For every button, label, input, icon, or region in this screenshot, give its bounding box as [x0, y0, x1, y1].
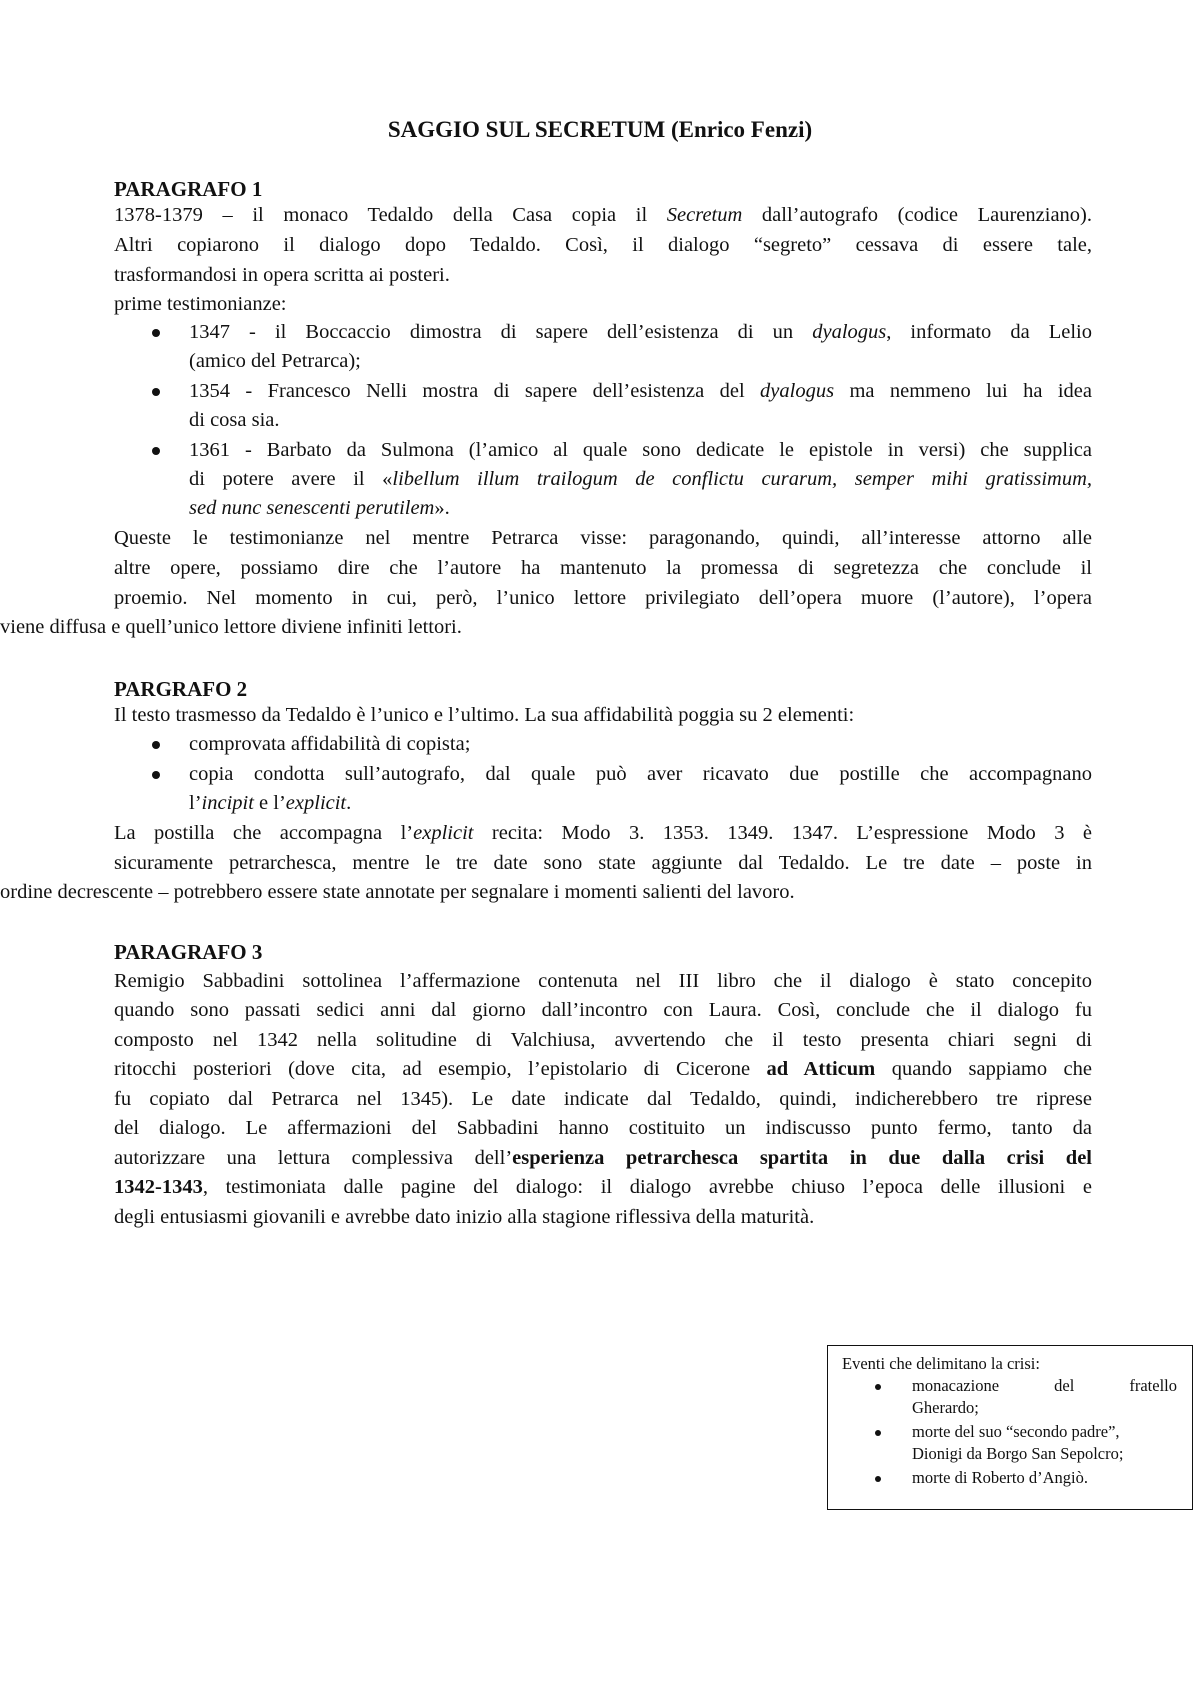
list-item-line: comprovata affidabilità di copista; — [189, 733, 471, 755]
body-line: Queste le testimonianze nel mentre Petrarca visse: paragonando, quindi, all’interesse attorno alle — [114, 527, 1092, 549]
list-item-line: copia condotta sull’autografo, dal quale può aver ricavato due postille che accompagnano — [189, 763, 1092, 785]
body-line: altre opere, possiamo dire che l’autore ha mantenuto la promessa di segretezza che conclude il — [114, 557, 1092, 579]
body-line: sicuramente petrarchesca, mentre le tre date sono state aggiunte dal Tedaldo. Le tre date – poste in — [114, 852, 1092, 874]
body-line: ordine decrescente – potrebbero essere state annotate per segnalare i momenti salienti del lavoro. — [0, 881, 795, 903]
section-heading-3: PARAGRAFO 3 — [114, 940, 263, 964]
list-item-line: sed nunc senescenti perutilem». — [189, 497, 450, 519]
section-heading-1: PARAGRAFO 1 — [114, 177, 263, 201]
body-line: prime testimonianze: — [114, 293, 287, 315]
bullet-icon — [152, 771, 160, 779]
document-title: SAGGIO SUL SECRETUM (Enrico Fenzi) — [387, 117, 813, 142]
bullet-icon — [152, 329, 160, 337]
body-line: trasformandosi in opera scritta ai posteri. — [114, 264, 450, 286]
bullet-icon — [875, 1384, 881, 1390]
list-item-line: l’incipit e l’explicit. — [189, 792, 352, 814]
body-line: Il testo trasmesso da Tedaldo è l’unico e l’ultimo. La sua affidabilità poggia su 2 elementi: — [114, 704, 855, 726]
sidebox-item-line: Dionigi da Borgo San Sepolcro; — [912, 1444, 1124, 1463]
bullet-icon — [152, 388, 160, 396]
sidebox-item-line: morte di Roberto d’Angiò. — [912, 1468, 1088, 1487]
sidebox-item-line: morte del suo “secondo padre”, — [912, 1422, 1120, 1441]
sidebox-title: Eventi che delimitano la crisi: — [842, 1354, 1040, 1373]
body-line: degli entusiasmi giovanili e avrebbe dato inizio alla stagione riflessiva della maturità. — [114, 1206, 815, 1228]
bullet-icon — [152, 741, 160, 749]
list-item-line: (amico del Petrarca); — [189, 350, 361, 372]
section-heading-2: PARGRAFO 2 — [114, 677, 248, 701]
body-line: Altri copiarono il dialogo dopo Tedaldo. Così, il dialogo “segreto” cessava di essere tale, — [114, 234, 1092, 256]
body-line: proemio. Nel momento in cui, però, l’unico lettore privilegiato dell’opera muore (l’autore), l’opera — [114, 587, 1092, 609]
body-line: La postilla che accompagna l’explicit recita: Modo 3. 1353. 1349. 1347. L’espressione Modo 3 è — [114, 822, 1093, 844]
list-item-line: 1347 - il Boccaccio dimostra di sapere dell’esistenza di un dyalogus, informato da Lelio — [189, 321, 1093, 343]
body-line: fu copiato dal Petrarca nel 1345). Le date indicate dal Tedaldo, quindi, indicherebbero tre riprese — [114, 1088, 1092, 1110]
body-line: quando sono passati sedici anni dal giorno dall’incontro con Laura. Così, conclude che il dialogo fu — [114, 999, 1092, 1021]
body-line: del dialogo. Le affermazioni del Sabbadini hanno costituito un indiscusso punto fermo, tanto da — [114, 1117, 1092, 1139]
list-item-line: di potere avere il «libellum illum trailogum de conflictu curarum, semper mihi gratissimum, — [189, 468, 1092, 490]
sidebox-item-line: monacazione del fratello — [912, 1376, 1177, 1395]
crisis-events-box — [827, 1345, 1193, 1510]
body-line: autorizzare una lettura complessiva dell’esperienza petrarchesca spartita in due dalla crisi del — [114, 1147, 1093, 1169]
body-line: viene diffusa e quell’unico lettore diviene infiniti lettori. — [0, 616, 462, 638]
body-line: composto nel 1342 nella solitudine di Valchiusa, avvertendo che il testo presenta chiari segni di — [114, 1029, 1092, 1051]
sidebox-item-line: Gherardo; — [912, 1398, 979, 1417]
bullet-icon — [875, 1430, 881, 1436]
body-line: 1378-1379 – il monaco Tedaldo della Casa copia il Secretum dall’autografo (codice Laurenziano). — [114, 204, 1092, 226]
list-item-line: di cosa sia. — [189, 409, 280, 431]
list-item-line: 1361 - Barbato da Sulmona (l’amico al quale sono dedicate le epistole in versi) che supplica — [189, 439, 1092, 461]
body-line: 1342-1343, testimoniata dalle pagine del dialogo: il dialogo avrebbe chiuso l’epoca delle illusioni e — [114, 1176, 1092, 1198]
body-line: Remigio Sabbadini sottolinea l’affermazione contenuta nel III libro che il dialogo è stato concepito — [114, 970, 1092, 992]
bullet-icon — [875, 1476, 881, 1482]
list-item-line: 1354 - Francesco Nelli mostra di sapere dell’esistenza del dyalogus ma nemmeno lui ha idea — [189, 380, 1092, 402]
bullet-icon — [152, 447, 160, 455]
body-line: ritocchi posteriori (dove cita, ad esempio, l’epistolario di Cicerone ad Atticum quando sappiamo che — [114, 1058, 1093, 1080]
